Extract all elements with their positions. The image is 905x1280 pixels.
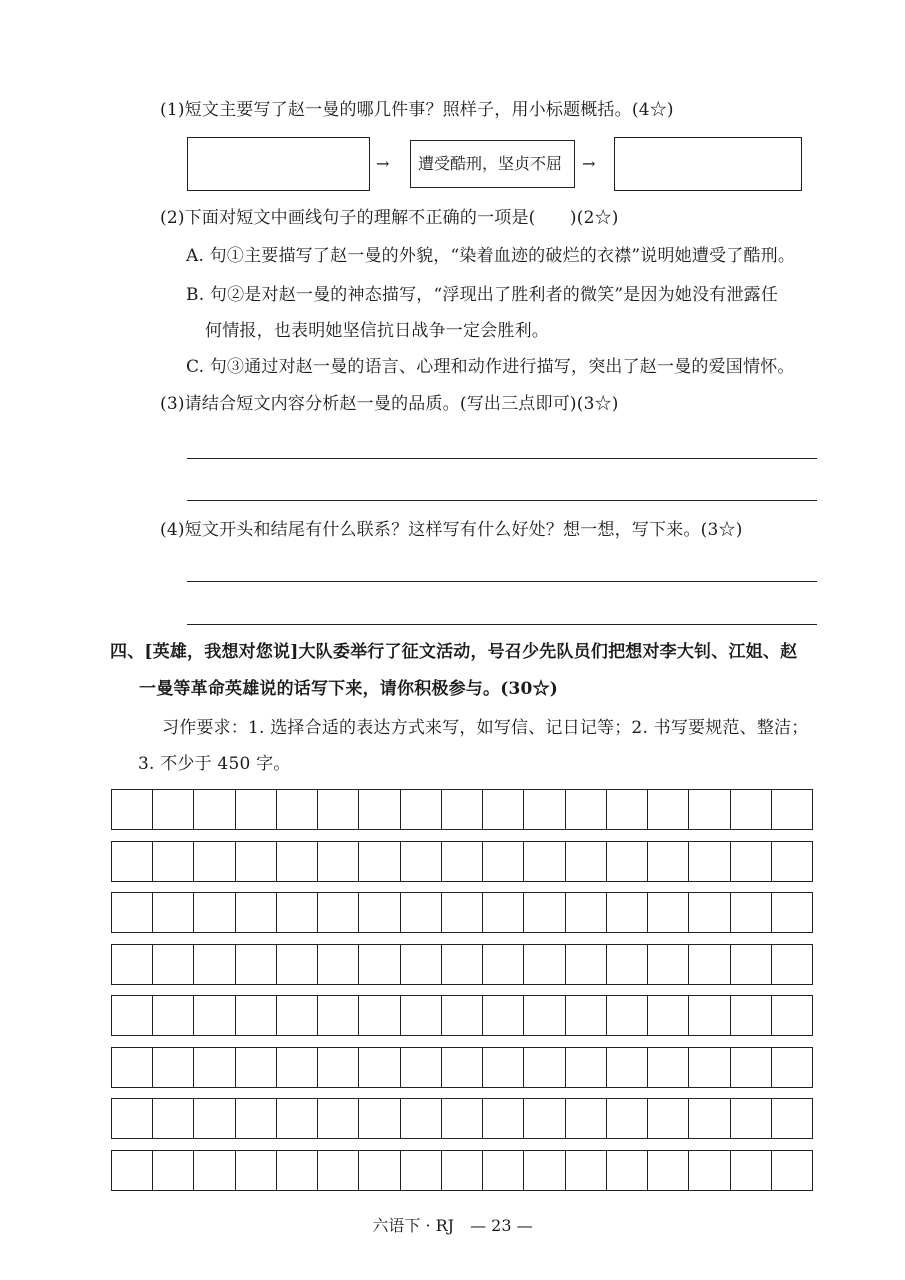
question-3-text: (3)请结合短文内容分析赵一曼的品质。(写出三点即可)(3☆): [160, 394, 619, 414]
grid-cell[interactable]: [153, 1048, 194, 1087]
grid-cell[interactable]: [112, 945, 153, 984]
grid-cell[interactable]: [772, 893, 812, 932]
grid-cell[interactable]: [277, 893, 318, 932]
grid-row: [111, 789, 813, 830]
grid-cell[interactable]: [731, 790, 772, 829]
grid-cell[interactable]: [359, 893, 400, 932]
arrow-right-icon: →: [582, 154, 596, 173]
grid-cell[interactable]: [483, 1048, 524, 1087]
grid-row: [111, 1098, 813, 1139]
grid-cell[interactable]: [194, 1099, 235, 1138]
section-4-title-line2: 一曼等革命英雄说的话写下来，请你积极参与。(30☆): [139, 679, 558, 699]
grid-cell[interactable]: [359, 1099, 400, 1138]
grid-cell[interactable]: [277, 1099, 318, 1138]
grid-cell[interactable]: [442, 1151, 483, 1190]
grid-cell[interactable]: [112, 1151, 153, 1190]
grid-cell[interactable]: [401, 1099, 442, 1138]
grid-cell[interactable]: [524, 1099, 565, 1138]
grid-cell[interactable]: [442, 842, 483, 881]
grid-cell[interactable]: [607, 790, 648, 829]
grid-cell[interactable]: [318, 790, 359, 829]
grid-cell[interactable]: [689, 1151, 730, 1190]
grid-row: [111, 1150, 813, 1191]
grid-cell[interactable]: [442, 1048, 483, 1087]
grid-cell[interactable]: [483, 996, 524, 1035]
grid-cell[interactable]: [401, 893, 442, 932]
option-a[interactable]: A. 句①主要描写了赵一曼的外貌，“染着血迹的破烂的衣襟”说明她遭受了酷刑。: [186, 246, 796, 266]
grid-cell[interactable]: [689, 893, 730, 932]
grid-cell[interactable]: [689, 996, 730, 1035]
grid-cell[interactable]: [483, 893, 524, 932]
grid-cell[interactable]: [731, 1048, 772, 1087]
writing-requirements-line1: 习作要求：1. 选择合适的表达方式来写，如写信、记日记等；2. 书写要规范、整洁；: [162, 718, 809, 738]
grid-cell[interactable]: [566, 1099, 607, 1138]
option-c[interactable]: C. 句③通过对赵一曼的语言、心理和动作进行描写，突出了赵一曼的爱国情怀。: [186, 357, 795, 377]
grid-cell[interactable]: [277, 1151, 318, 1190]
grid-cell[interactable]: [442, 790, 483, 829]
grid-cell[interactable]: [318, 893, 359, 932]
grid-cell[interactable]: [772, 842, 812, 881]
grid-cell[interactable]: [277, 1048, 318, 1087]
option-b-line2: 何情报，也表明她坚信抗日战争一定会胜利。: [205, 321, 549, 341]
grid-cell[interactable]: [236, 1099, 277, 1138]
grid-cell[interactable]: [112, 996, 153, 1035]
grid-cell[interactable]: [401, 842, 442, 881]
answer-line[interactable]: [187, 581, 817, 582]
grid-cell[interactable]: [731, 1151, 772, 1190]
grid-cell[interactable]: [648, 893, 689, 932]
grid-cell[interactable]: [112, 893, 153, 932]
example-box-text: 遭受酷刑，坚贞不屈: [418, 154, 563, 173]
grid-cell[interactable]: [236, 1151, 277, 1190]
grid-cell[interactable]: [359, 1048, 400, 1087]
question-4-text: (4)短文开头和结尾有什么联系？这样写有什么好处？想一想，写下来。(3☆): [160, 520, 743, 540]
grid-cell[interactable]: [772, 1048, 812, 1087]
section-4-title-line1: 四、[英雄，我想对您说]大队委举行了征文活动，号召少先队员们把想对李大钊、江姐、赵: [110, 642, 798, 662]
grid-cell[interactable]: [483, 790, 524, 829]
grid-cell[interactable]: [359, 945, 400, 984]
grid-cell[interactable]: [648, 1048, 689, 1087]
grid-cell[interactable]: [772, 790, 812, 829]
grid-cell[interactable]: [112, 842, 153, 881]
grid-cell[interactable]: [401, 945, 442, 984]
grid-cell[interactable]: [524, 893, 565, 932]
grid-cell[interactable]: [648, 790, 689, 829]
grid-cell[interactable]: [194, 1048, 235, 1087]
grid-cell[interactable]: [566, 790, 607, 829]
grid-cell[interactable]: [566, 1151, 607, 1190]
grid-cell[interactable]: [648, 996, 689, 1035]
grid-cell[interactable]: [483, 1099, 524, 1138]
grid-cell[interactable]: [566, 945, 607, 984]
grid-cell[interactable]: [524, 1151, 565, 1190]
grid-cell[interactable]: [236, 790, 277, 829]
grid-cell[interactable]: [772, 1099, 812, 1138]
grid-cell[interactable]: [112, 1099, 153, 1138]
grid-cell[interactable]: [524, 842, 565, 881]
grid-cell[interactable]: [277, 790, 318, 829]
grid-cell[interactable]: [153, 945, 194, 984]
grid-cell[interactable]: [689, 1099, 730, 1138]
grid-cell[interactable]: [483, 1151, 524, 1190]
grid-cell[interactable]: [648, 1151, 689, 1190]
grid-cell[interactable]: [607, 893, 648, 932]
grid-cell[interactable]: [607, 1099, 648, 1138]
page-footer: 六语下 · RJ — 23 —: [372, 1216, 533, 1235]
grid-cell[interactable]: [483, 842, 524, 881]
grid-cell[interactable]: [566, 996, 607, 1035]
grid-cell[interactable]: [401, 1151, 442, 1190]
grid-cell[interactable]: [277, 945, 318, 984]
grid-cell[interactable]: [194, 945, 235, 984]
grid-cell[interactable]: [772, 945, 812, 984]
grid-cell[interactable]: [318, 945, 359, 984]
grid-cell[interactable]: [194, 893, 235, 932]
grid-cell[interactable]: [318, 842, 359, 881]
grid-cell[interactable]: [194, 790, 235, 829]
grid-cell[interactable]: [318, 1099, 359, 1138]
grid-cell[interactable]: [194, 996, 235, 1035]
grid-cell[interactable]: [236, 893, 277, 932]
grid-cell[interactable]: [607, 1048, 648, 1087]
grid-cell[interactable]: [112, 790, 153, 829]
grid-cell[interactable]: [524, 1048, 565, 1087]
grid-cell[interactable]: [772, 996, 812, 1035]
grid-cell[interactable]: [442, 996, 483, 1035]
grid-cell[interactable]: [689, 842, 730, 881]
grid-cell[interactable]: [524, 996, 565, 1035]
grid-cell[interactable]: [689, 790, 730, 829]
grid-cell[interactable]: [153, 893, 194, 932]
grid-cell[interactable]: [483, 945, 524, 984]
grid-cell[interactable]: [277, 996, 318, 1035]
grid-cell[interactable]: [566, 1048, 607, 1087]
grid-cell[interactable]: [607, 996, 648, 1035]
grid-cell[interactable]: [524, 790, 565, 829]
grid-row: [111, 841, 813, 882]
grid-cell[interactable]: [112, 1048, 153, 1087]
grid-cell[interactable]: [731, 945, 772, 984]
grid-cell[interactable]: [236, 1048, 277, 1087]
grid-cell[interactable]: [318, 1151, 359, 1190]
answer-line[interactable]: [187, 624, 817, 625]
grid-cell[interactable]: [318, 996, 359, 1035]
grid-cell[interactable]: [689, 1048, 730, 1087]
grid-cell[interactable]: [648, 1099, 689, 1138]
grid-cell[interactable]: [442, 945, 483, 984]
example-box: [410, 140, 575, 188]
grid-cell[interactable]: [236, 945, 277, 984]
grid-cell[interactable]: [153, 1151, 194, 1190]
grid-cell[interactable]: [359, 842, 400, 881]
grid-cell[interactable]: [731, 1099, 772, 1138]
grid-cell[interactable]: [731, 996, 772, 1035]
grid-cell[interactable]: [194, 842, 235, 881]
grid-cell[interactable]: [648, 945, 689, 984]
grid-cell[interactable]: [524, 945, 565, 984]
answer-box-1[interactable]: [187, 137, 370, 191]
grid-cell[interactable]: [194, 1151, 235, 1190]
grid-cell[interactable]: [359, 996, 400, 1035]
grid-cell[interactable]: [607, 945, 648, 984]
grid-cell[interactable]: [401, 996, 442, 1035]
writing-requirements-line2: 3. 不少于 450 字。: [138, 754, 291, 774]
grid-cell[interactable]: [566, 842, 607, 881]
grid-row: [111, 995, 813, 1036]
arrow-right-icon: →: [376, 154, 390, 173]
grid-cell[interactable]: [318, 1048, 359, 1087]
grid-cell[interactable]: [401, 1048, 442, 1087]
grid-cell[interactable]: [566, 893, 607, 932]
answer-box-3[interactable]: [614, 137, 802, 191]
grid-row: [111, 944, 813, 985]
grid-cell[interactable]: [689, 945, 730, 984]
grid-cell[interactable]: [153, 790, 194, 829]
grid-cell[interactable]: [236, 842, 277, 881]
grid-cell[interactable]: [772, 1151, 812, 1190]
grid-cell[interactable]: [153, 1099, 194, 1138]
answer-line[interactable]: [187, 458, 817, 459]
grid-cell[interactable]: [731, 842, 772, 881]
grid-cell[interactable]: [442, 1099, 483, 1138]
grid-cell[interactable]: [277, 842, 318, 881]
grid-cell[interactable]: [607, 842, 648, 881]
grid-row: [111, 1047, 813, 1088]
question-2-text: (2)下面对短文中画线句子的理解不正确的一项是( )(2☆): [160, 208, 619, 228]
grid-cell[interactable]: [731, 893, 772, 932]
grid-cell[interactable]: [359, 1151, 400, 1190]
grid-cell[interactable]: [153, 842, 194, 881]
answer-line[interactable]: [187, 500, 817, 501]
grid-cell[interactable]: [607, 1151, 648, 1190]
grid-cell[interactable]: [442, 893, 483, 932]
grid-cell[interactable]: [236, 996, 277, 1035]
grid-cell[interactable]: [648, 842, 689, 881]
question-1-text: (1)短文主要写了赵一曼的哪几件事？照样子，用小标题概括。(4☆): [160, 100, 674, 120]
grid-cell[interactable]: [401, 790, 442, 829]
grid-cell[interactable]: [359, 790, 400, 829]
grid-cell[interactable]: [153, 996, 194, 1035]
grid-row: [111, 892, 813, 933]
option-b-line1[interactable]: B. 句②是对赵一曼的神态描写，“浮现出了胜利者的微笑”是因为她没有泄露任: [186, 285, 779, 305]
